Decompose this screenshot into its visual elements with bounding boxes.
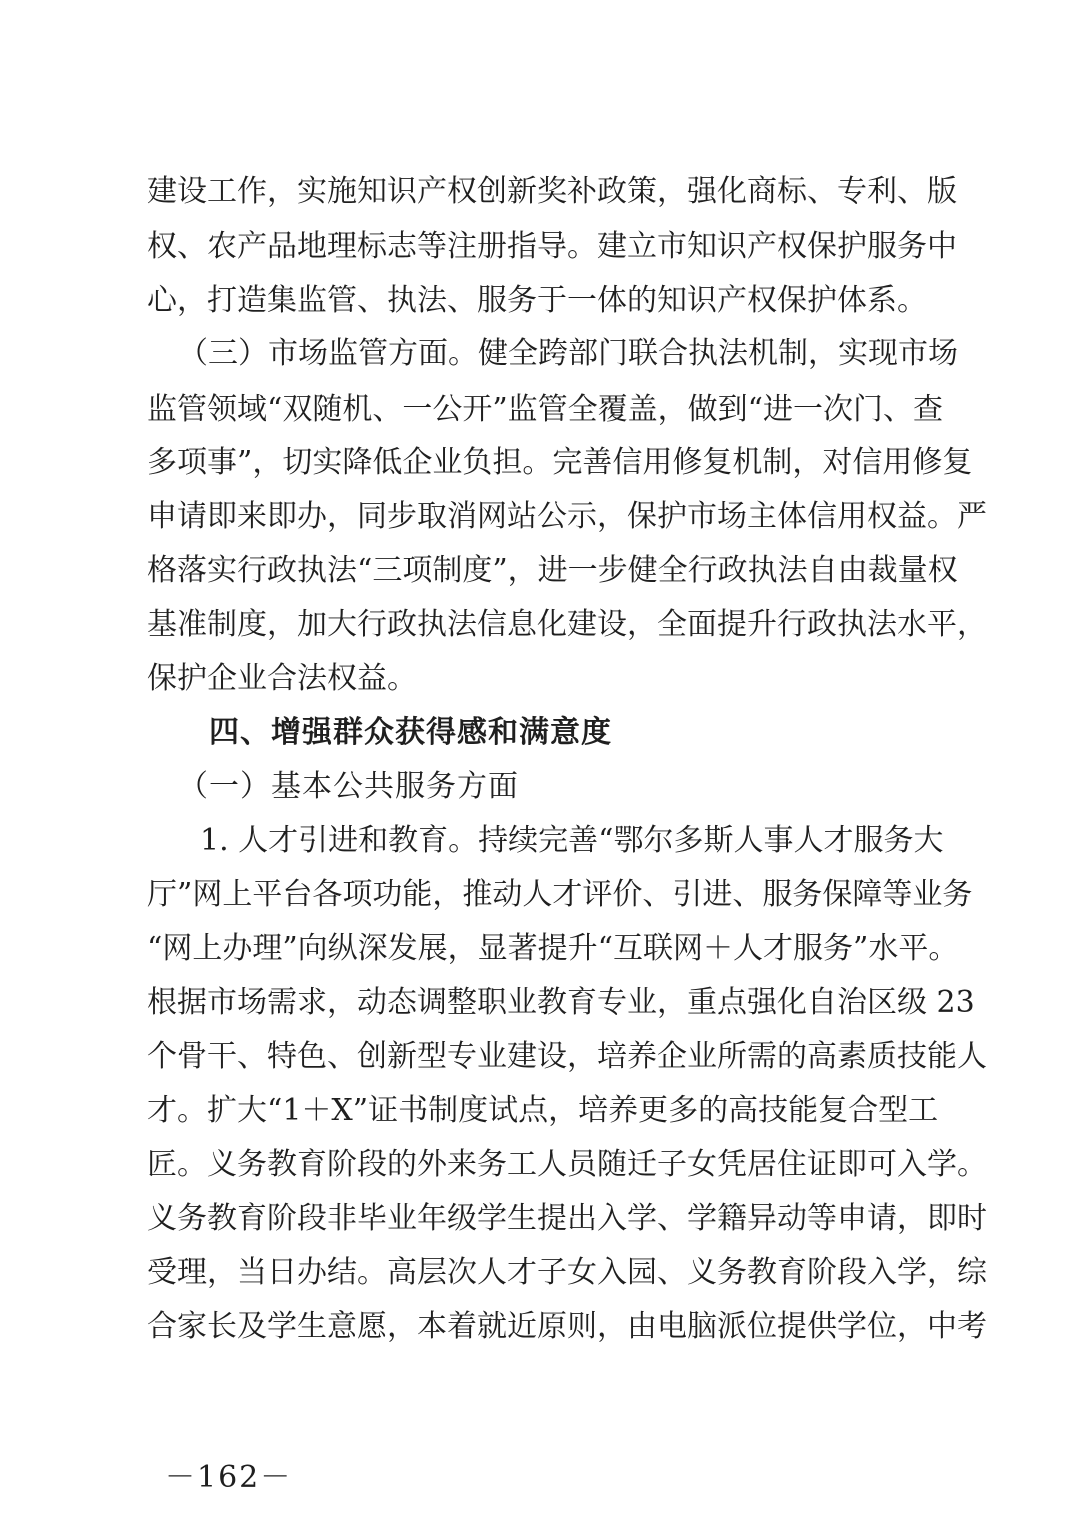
page-number: －162－ bbox=[165, 1460, 293, 1495]
item-one-first-line: 1. 人才引进和教育。持续完善“鄂尔多斯人事人才服务大 bbox=[200, 823, 944, 858]
body-line-8: 格落实行政执法“三项制度”，进一步健全行政执法自由裁量权 bbox=[147, 553, 958, 588]
body-line-20: 义务教育阶段非毕业年级学生提出入学、学籍异动等申请，即时 bbox=[147, 1201, 987, 1236]
body-line-14: 厅”网上平台各项功能，推动人才评价、引进、服务保障等业务 bbox=[147, 877, 973, 912]
body-line-17: 个骨干、特色、创新型专业建设，培养企业所需的高素质技能人 bbox=[147, 1039, 987, 1074]
section-heading: 四、增强群众获得感和满意度 bbox=[209, 715, 612, 750]
body-line-18: 才。扩大“1＋X”证书制度试点，培养更多的高技能复合型工 bbox=[147, 1093, 939, 1128]
body-line-19: 匠。义务教育阶段的外来务工人员随迁子女凭居住证即可入学。 bbox=[147, 1147, 987, 1182]
body-line-5: 监管领域“双随机、一公开”监管全覆盖，做到“进一次门、查 bbox=[147, 392, 944, 427]
body-line-2: 权、农产品地理标志等注册指导。建立市知识产权保护服务中 bbox=[147, 229, 957, 264]
body-line-21: 受理，当日办结。高层次人才子女入园、义务教育阶段入学，综 bbox=[147, 1255, 987, 1290]
body-line-16: 根据市场需求，动态调整职业教育专业，重点强化自治区级 23 bbox=[147, 985, 975, 1020]
section-three-first-line: （三）市场监管方面。健全跨部门联合执法机制，实现市场 bbox=[178, 336, 958, 371]
body-line-9: 基准制度，加大行政执法信息化建设，全面提升行政执法水平， bbox=[147, 607, 987, 642]
body-line-10: 保护企业合法权益。 bbox=[147, 661, 417, 696]
body-line-7: 申请即来即办，同步取消网站公示，保护市场主体信用权益。严 bbox=[147, 499, 987, 534]
body-line-15: “网上办理”向纵深发展，显著提升“互联网＋人才服务”水平。 bbox=[147, 931, 959, 966]
body-line-1: 建设工作，实施知识产权创新奖补政策，强化商标、专利、版 bbox=[147, 174, 957, 209]
body-line-6: 多项事”，切实降低企业负担。完善信用修复机制，对信用修复 bbox=[147, 445, 973, 480]
subsection-heading: （一）基本公共服务方面 bbox=[178, 769, 519, 804]
body-line-3: 心，打造集监管、执法、服务于一体的知识产权保护体系。 bbox=[147, 283, 927, 318]
body-line-22: 合家长及学生意愿，本着就近原则，由电脑派位提供学位，中考 bbox=[147, 1309, 987, 1344]
